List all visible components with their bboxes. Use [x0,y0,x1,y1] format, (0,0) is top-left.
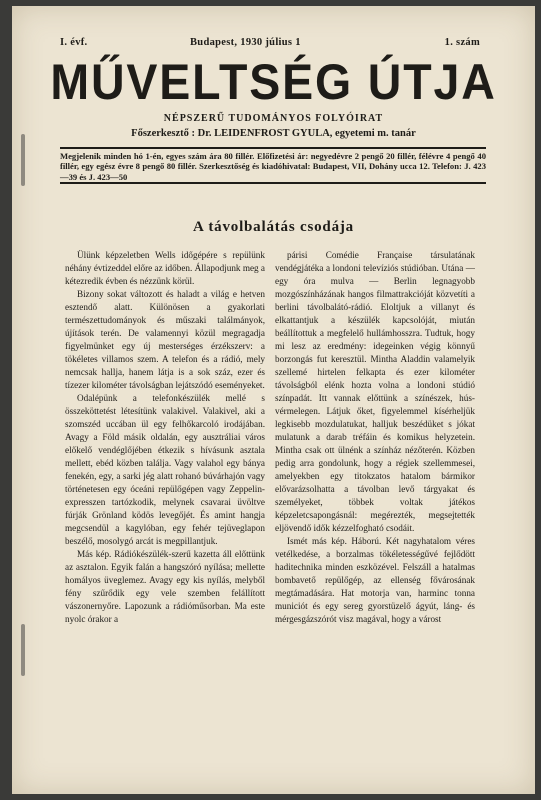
header-rule-top [60,147,486,149]
paragraph: Ismét más kép. Háború. Két nagyhatalom véres vetélkedése, a borzalmas tökéletességűvé fejlődött haditechnika minden eszközével. Felszáll a hatalmas bombavető repülőgép, az ellenség fővárosának megtámadására. Hat motorja van, harminc tonna municiót és egy sereg gyorstüzelő ágyút, láng- és mérgesgázszórót visz magával, hogy a várost [275,536,475,624]
issue-date: Budapest, 1930 július 1 [190,37,301,48]
volume-number: I. évf. [60,37,88,48]
article-column-left [65,249,265,626]
masthead-title: MŰVELTSÉG ÚTJA [50,54,497,110]
magazine-page [12,6,535,794]
staple-top [21,134,25,186]
subscription-info: Megjelenik minden hó 1-én, egyes szám ára 80 fillér. Előfizetési ár: negyedévre 2 pengő 20 fillér, félévre 4 pengő 40 fillér, egy egész évre 8 pengő 80 fillér. Szerkesztőség és kiadóhivatal: Budapest, VII, Dohány ucca 12. Telefon: J. 423—39 és J. 423—50 [60,151,486,182]
article-title: A távolbalátás csodája [193,219,354,235]
article-column-right [275,249,475,626]
masthead-subtitle: NÉPSZERŰ TUDOMÁNYOS FOLYÓIRAT [163,113,384,124]
header-rule-bottom [60,182,486,184]
paragraph: Bizony sokat változott és haladt a világ e hetven esztendő alatt. Különösen a gyakorlati természettudományok és műszaki találmányok, újítások terén. De valamennyi közül megragadja figyelmünket egy új mesterséges érzékszerv: a tökéletes villamos szem. A telefon és a rádió, mely nemcsak hallja, hanem látja is a sok száz, ezer és tízezer kilométer távolságban lejátszódó eseményeket. [65,289,265,390]
paragraph: Ülünk képzeletben Wells időgépére s repülünk néhány évtizeddel előre az időben. Állapodjunk meg a kétezredik évben és nézzünk körül. [65,250,266,286]
issue-number: 1. szám [444,37,480,48]
paragraph: Más kép. Rádiókészülék-szerű kazetta áll előttünk az asztalon. Egyik falán a hangszóró nyílása; mellette homályos üveglemez. Avagy egy kis nyílás, melyből fény szűrődik egy vele szemben felállított vászonernyőre. Lapozunk a rádióműsorban. Ma este nyolc órakor a [65,549,265,624]
editor-line: Főszerkesztő : Dr. LEIDENFROST GYULA, egyetemi m. tanár [131,128,416,139]
paragraph: Odalépünk a telefonkészülék mellé s összeköttetést létesítünk valakivel. Valakivel, aki a szomszéd uccában ül egy felhőkarcoló irodájában. Avagy a Föld másik oldalán, egy ausztráliai város előkelő vendéglőjében étkezik s hívásunk asztala mellett, ebéd közben találja. Vagy valahol egy bánya fenekén, egy, a sarki jég alatt rohanó búvárhajón vagy történetesen egy óceáni repülőgépen vagy Zeppelin-expresszen tartózkodik, melynek csavarai üvöltve fúrják Grönland ködös levegőjét. És amint hangja megcsendül a kagylóban, egy fehér tejüveglapon beszélő, mosolygó arcát is megpillantjuk. [65,393,265,546]
paragraph: párisi Comédie Française társulatának vendégjátéka a londoni televíziós stúdióban. Utána — egy óra mulva — Berlin legnagyobb mozgószínházának hangos filmattrakcióját közvetíti a berlini távolbalátó-rádió. Eloltjuk a villanyt és elkattantjuk a készülék kapcsolóját, miután beállítottuk a megfelelő hullámhosszra. Tudtuk, hogy mi lesz az eredmény: idegeinken végig könnyű borzongás fut keresztül. Mintha Aladdin valamelyik szellemé hirtelen felkapta és ezer kilométer távolságból elénk hozta volna a londoni stúdió színpadát. Itt vannak előttünk a színészek, hús-vérmelegen. Látjuk őket, figyelemmel kísérheljük legkisebb mozdulatukat, halljuk beszédüket s jókat mulatunk a darab tréfáin és komikus helyzetein. Mintha csak ott ülnénk a színház nézőterén. Közben pedig arra gondolunk, hogy a régiek szellemmesei, amelyekben egy titokzatos hatalom bármikor elővarázsolhatta a távolban levő tárgyakat és személyeket, többek voltak játékos képzeletcsapongásnál: megérezték, megsejtették eljövendő idők kézzelfogható csodáit. [275,250,475,533]
staple-bottom [21,624,25,676]
